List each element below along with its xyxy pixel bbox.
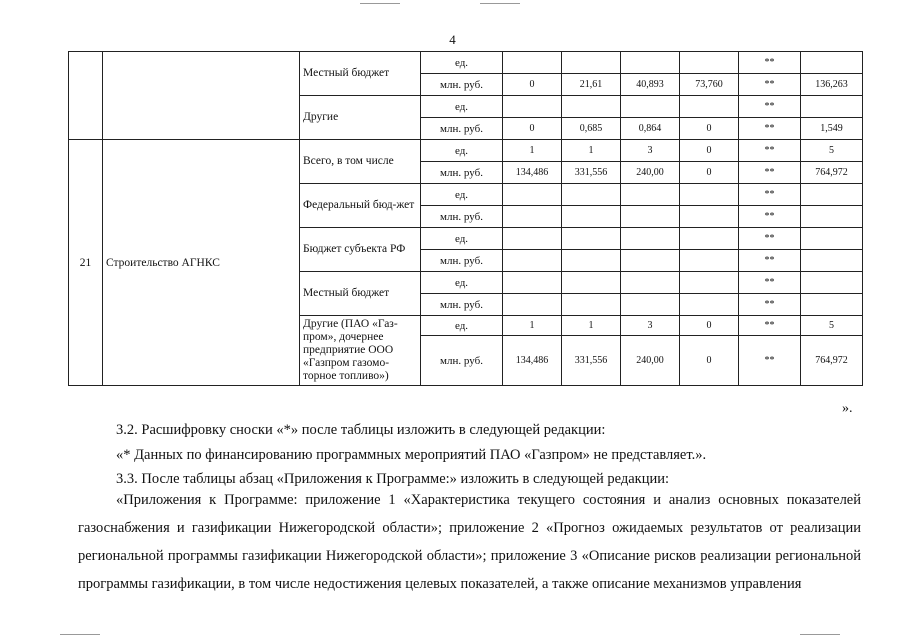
value-cell: 0 [503, 74, 562, 96]
total-cell: 5 [801, 316, 863, 336]
value-cell: 331,556 [562, 162, 621, 184]
total-cell: 1,549 [801, 118, 863, 140]
source-label: Бюджет субъекта РФ [300, 228, 421, 272]
total-cell [801, 272, 863, 294]
value-cell [680, 206, 739, 228]
value-cell [503, 250, 562, 272]
unit-cell: млн. руб. [421, 74, 503, 96]
unit-cell: ед. [421, 228, 503, 250]
value-cell: 0,685 [562, 118, 621, 140]
value-cell [503, 294, 562, 316]
closing-quote: ». [842, 401, 853, 416]
value-cell [680, 228, 739, 250]
footnote-mark: ** [739, 250, 801, 272]
value-cell [503, 228, 562, 250]
value-cell [621, 52, 680, 74]
total-cell [801, 206, 863, 228]
table-row [69, 52, 863, 74]
footnote-mark: ** [739, 228, 801, 250]
footnote-mark: ** [739, 206, 801, 228]
unit-cell: млн. руб. [421, 118, 503, 140]
value-cell: 0 [680, 162, 739, 184]
unit-cell: ед. [421, 316, 503, 336]
value-cell [503, 272, 562, 294]
footnote-mark: ** [739, 336, 801, 386]
value-cell: 21,61 [562, 74, 621, 96]
value-cell: 1 [503, 316, 562, 336]
unit-cell: ед. [421, 52, 503, 74]
total-cell: 136,263 [801, 74, 863, 96]
total-cell [801, 52, 863, 74]
value-cell [562, 250, 621, 272]
value-cell [621, 272, 680, 294]
total-cell [801, 228, 863, 250]
value-cell [562, 52, 621, 74]
value-cell [680, 96, 739, 118]
footnote-mark: ** [739, 140, 801, 162]
total-cell [801, 294, 863, 316]
value-cell [503, 96, 562, 118]
total-cell: 764,972 [801, 336, 863, 386]
value-cell: 240,00 [621, 336, 680, 386]
value-cell [680, 184, 739, 206]
value-cell: 0 [680, 140, 739, 162]
value-cell: 0 [680, 118, 739, 140]
value-cell [680, 272, 739, 294]
value-cell: 1 [503, 140, 562, 162]
unit-cell: ед. [421, 140, 503, 162]
unit-cell: млн. руб. [421, 336, 503, 386]
unit-cell: млн. руб. [421, 206, 503, 228]
value-cell: 0,864 [621, 118, 680, 140]
unit-cell: ед. [421, 272, 503, 294]
value-cell [621, 294, 680, 316]
unit-cell: млн. руб. [421, 162, 503, 184]
footnote-mark: ** [739, 162, 801, 184]
row-name: Строительство АГНКС [103, 140, 300, 386]
paragraph-footnote: «* Данных по финансированию программных мероприятий ПАО «Газпром» не представляет.». [116, 447, 707, 463]
value-cell [562, 206, 621, 228]
value-cell [503, 206, 562, 228]
footnote-mark: ** [739, 74, 801, 96]
value-cell [562, 96, 621, 118]
paragraph-3-2: 3.2. Расшифровку сноски «*» после таблицы изложить в следующей редакции: [116, 422, 606, 438]
footnote-mark: ** [739, 96, 801, 118]
row-name-cell [103, 52, 300, 140]
footnote-mark: ** [739, 184, 801, 206]
top-edge-mark-left [360, 3, 400, 4]
value-cell: 1 [562, 140, 621, 162]
value-cell: 3 [621, 140, 680, 162]
footnote-mark: ** [739, 272, 801, 294]
unit-cell: млн. руб. [421, 294, 503, 316]
total-cell: 764,972 [801, 162, 863, 184]
footnote-mark: ** [739, 118, 801, 140]
funding-table [68, 51, 863, 386]
value-cell: 331,556 [562, 336, 621, 386]
source-label: Местный бюджет [300, 52, 421, 96]
value-cell: 0 [680, 336, 739, 386]
unit-cell: млн. руб. [421, 250, 503, 272]
source-label: Другие (ПАО «Газ-пром», дочернее предприятие ООО «Газпром газомо-торное топливо») [300, 316, 421, 386]
paragraph-appendices: «Приложения к Программе: приложение 1 «Характеристика текущего состояния и анализ основных показателей газоснабжения и газификации Нижегородской области»; приложение 2 «Прогноз ожидаемых результатов от реализации региональной программы газификации Нижегородской области»; приложение 3 «Описание рисков реализации региональной программы газификации, в том числе недостижения целевых показателей, а также описание механизмов управления [78, 492, 861, 592]
source-label: Другие [300, 96, 421, 140]
bottom-edge-mark-left [60, 634, 100, 635]
value-cell: 0 [680, 316, 739, 336]
unit-cell: ед. [421, 184, 503, 206]
value-cell [680, 250, 739, 272]
page-number: 4 [449, 32, 456, 47]
footnote-mark: ** [739, 316, 801, 336]
footnote-mark: ** [739, 294, 801, 316]
total-cell [801, 96, 863, 118]
funding-table-body [69, 52, 863, 386]
value-cell: 134,486 [503, 162, 562, 184]
bottom-edge-mark-right [800, 634, 840, 635]
source-label: Всего, в том числе [300, 140, 421, 184]
value-cell [562, 272, 621, 294]
value-cell [621, 250, 680, 272]
total-cell [801, 250, 863, 272]
total-cell: 5 [801, 140, 863, 162]
value-cell [503, 52, 562, 74]
value-cell [621, 96, 680, 118]
value-cell [621, 184, 680, 206]
row-number: 21 [69, 140, 103, 386]
source-label: Федеральный бюд-жет [300, 184, 421, 228]
row-number-cell [69, 52, 103, 140]
value-cell: 134,486 [503, 336, 562, 386]
table-row [69, 140, 863, 162]
value-cell [680, 52, 739, 74]
unit-cell: ед. [421, 96, 503, 118]
value-cell: 3 [621, 316, 680, 336]
value-cell: 73,760 [680, 74, 739, 96]
value-cell: 1 [562, 316, 621, 336]
value-cell [621, 228, 680, 250]
total-cell [801, 184, 863, 206]
paragraph-3-3: 3.3. После таблицы абзац «Приложения к Программе:» изложить в следующей редакции: [116, 471, 669, 487]
top-edge-mark-right [480, 3, 520, 4]
value-cell [680, 294, 739, 316]
value-cell [562, 228, 621, 250]
value-cell [621, 206, 680, 228]
footnote-mark: ** [739, 52, 801, 74]
source-label: Местный бюджет [300, 272, 421, 316]
value-cell [562, 184, 621, 206]
value-cell: 0 [503, 118, 562, 140]
value-cell [562, 294, 621, 316]
value-cell [503, 184, 562, 206]
value-cell: 240,00 [621, 162, 680, 184]
value-cell: 40,893 [621, 74, 680, 96]
